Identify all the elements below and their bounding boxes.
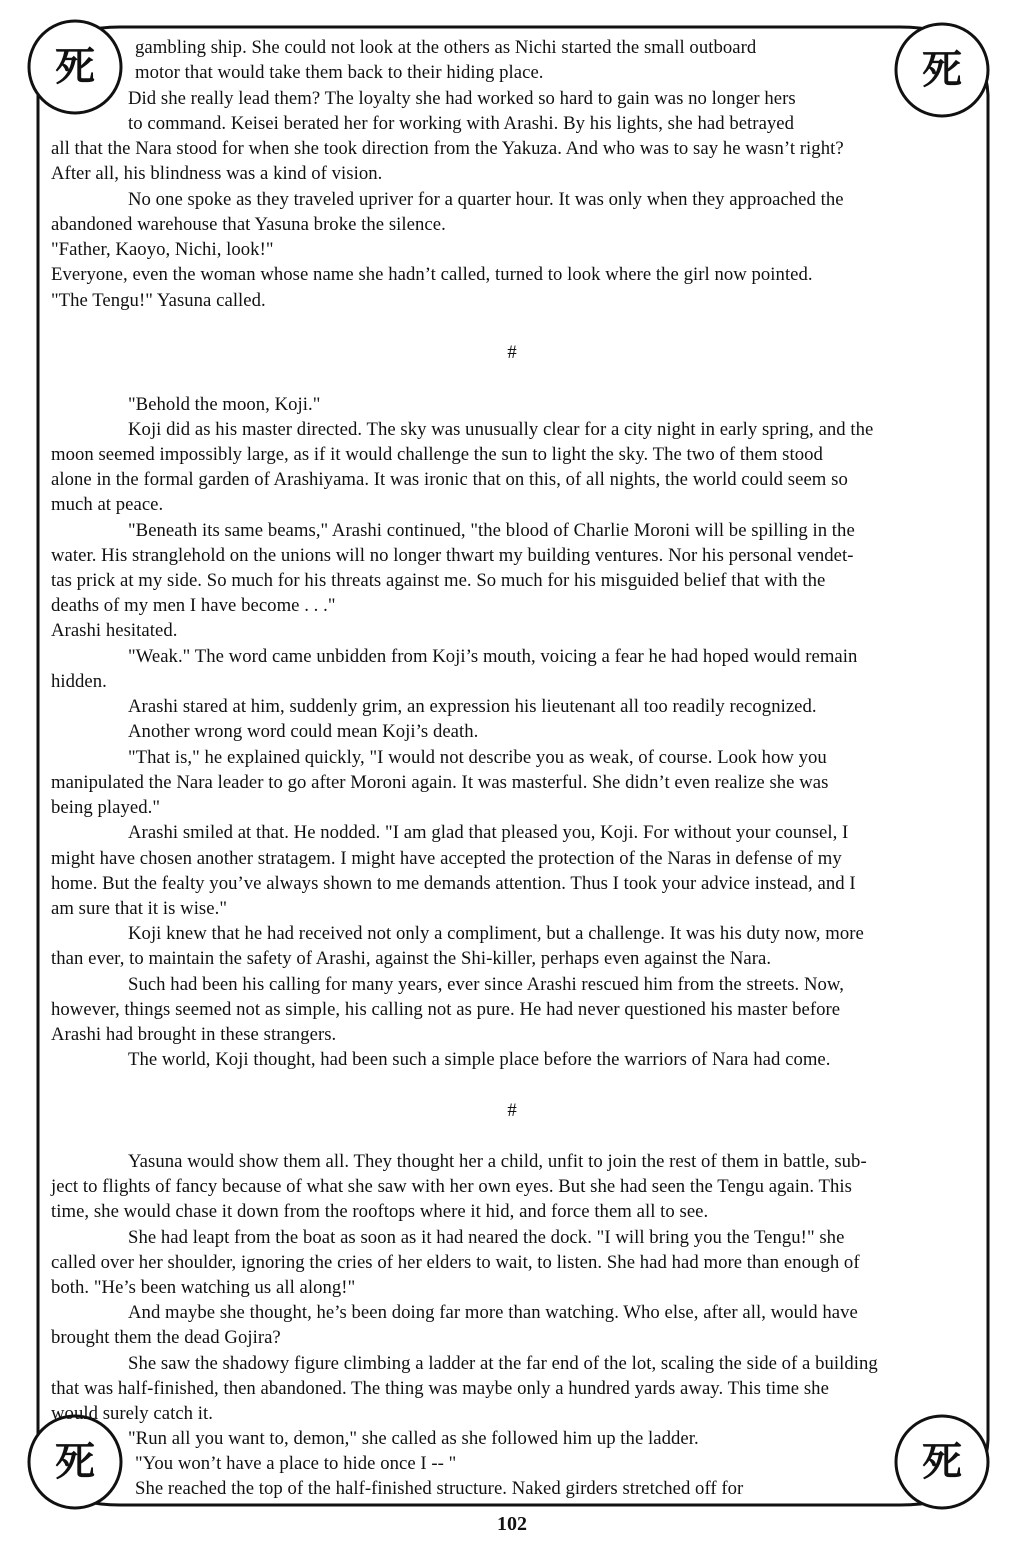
text-line: ject to flights of fancy because of what she saw with her own eyes. But she had seen the Tengu again. This [51,1176,852,1197]
text-line: am sure that it is wise." [51,898,227,919]
section-separator: # [507,1100,517,1121]
text-line: alone in the formal garden of Arashiyama. It was ironic that on this, of all nights, the world could seem so [51,469,848,490]
text-line: being played." [51,797,161,818]
text-line: She saw the shadowy figure climbing a ladder at the far end of the lot, scaling the side of a building [128,1353,878,1374]
text-line: She had leapt from the boat as soon as it had neared the dock. "I will bring you the Tengu!" she [128,1227,845,1248]
text-line: called over her shoulder, ignoring the cries of her elders to wait, to listen. She had had more than enough of [51,1252,860,1273]
text-line: much at peace. [51,494,164,515]
text-line: Arashi smiled at that. He nodded. "I am glad that pleased you, Koji. For without your counsel, I [128,822,849,843]
text-line: Everyone, even the woman whose name she hadn’t called, turned to look where the girl now pointed. [51,264,813,285]
text-line: manipulated the Nara leader to go after Moroni again. It was masterful. She didn’t even realize she was [51,772,829,793]
text-line: would surely catch it. [51,1403,213,1424]
text-line: than ever, to maintain the safety of Arashi, against the Shi-killer, perhaps even against the Nara. [51,948,772,969]
text-line: She reached the top of the half-finished structure. Naked girders stretched off for [135,1478,744,1499]
text-line: "Behold the moon, Koji." [128,394,321,415]
text-line: "Father, Kaoyo, Nichi, look!" [51,239,274,260]
text-line: tas prick at my side. So much for his threats against me. So much for his misguided belief that with the [51,570,826,591]
text-line: hidden. [51,671,107,692]
section-separator: # [507,342,517,363]
text-line: to command. Keisei berated her for working with Arashi. By his lights, she had betrayed [128,113,795,134]
text-line: gambling ship. She could not look at the others as Nichi started the small outboard [135,37,757,58]
text-line: might have chosen another stratagem. I might have accepted the protection of the Naras in defense of my [51,848,842,869]
text-line: And maybe she thought, he’s been doing far more than watching. Who else, after all, would have [128,1302,858,1323]
text-line: Arashi had brought in these strangers. [51,1024,337,1045]
text-line: "The Tengu!" Yasuna called. [51,290,266,311]
text-line: After all, his blindness was a kind of vision. [51,163,383,184]
emblem-top-left: 死 [55,43,95,90]
emblem-bottom-left: 死 [55,1438,95,1485]
text-line: all that the Nara stood for when she took direction from the Yakuza. And who was to say he wasn’t right? [51,138,844,159]
text-line: "Run all you want to, demon," she called as she followed him up the ladder. [128,1428,699,1449]
text-line: Such had been his calling for many years, ever since Arashi rescued him from the streets. Now, [128,974,844,995]
text-line: however, things seemed not as simple, his calling not as pure. He had never questioned his master before [51,999,841,1020]
text-line: No one spoke as they traveled upriver for a quarter hour. It was only when they approached the [128,189,844,210]
text-line: abandoned warehouse that Yasuna broke the silence. [51,214,446,235]
emblem-bottom-right: 死 [922,1438,962,1485]
text-line: Koji did as his master directed. The sky was unusually clear for a city night in early spring, and the [128,419,874,440]
text-line: water. His stranglehold on the unions will no longer thwart my building ventures. Nor his personal vendet- [51,545,854,566]
text-line: Did she really lead them? The loyalty she had worked so hard to gain was no longer hers [128,88,796,109]
text-line: Arashi stared at him, suddenly grim, an expression his lieutenant all too readily recognized. [128,696,817,717]
text-line: "You won’t have a place to hide once I -- " [135,1453,457,1474]
text-line: The world, Koji thought, had been such a simple place before the warriors of Nara had come. [128,1049,831,1070]
text-line: time, she would chase it down from the rooftops where it hid, and force them all to see. [51,1201,709,1222]
emblem-top-right: 死 [922,46,962,93]
text-line: moon seemed impossibly large, as if it would challenge the sun to light the sky. The two of them stood [51,444,823,465]
text-line: Koji knew that he had received not only a compliment, but a challenge. It was his duty now, more [128,923,864,944]
text-line: brought them the dead Gojira? [51,1327,281,1348]
text-line: home. But the fealty you’ve always shown to me demands attention. Thus I took your advice instead, and I [51,873,856,894]
text-line: both. "He’s been watching us all along!" [51,1277,356,1298]
text-line: Arashi hesitated. [51,620,178,641]
text-line: "Weak." The word came unbidden from Koji’s mouth, voicing a fear he had hoped would remain [128,646,858,667]
text-line: motor that would take them back to their hiding place. [135,62,544,83]
text-line: "Beneath its same beams," Arashi continued, "the blood of Charlie Moroni will be spilling in the [128,520,855,541]
text-line: Yasuna would show them all. They thought her a child, unfit to join the rest of them in battle, sub- [128,1151,867,1172]
page-number: 102 [497,1513,527,1535]
text-line: deaths of my men I have become . . ." [51,595,336,616]
text-line: "That is," he explained quickly, "I would not describe you as weak, of course. Look how you [128,747,827,768]
text-line: Another wrong word could mean Koji’s death. [128,721,479,742]
text-line: that was half-finished, then abandoned. The thing was maybe only a hundred yards away. This time she [51,1378,829,1399]
